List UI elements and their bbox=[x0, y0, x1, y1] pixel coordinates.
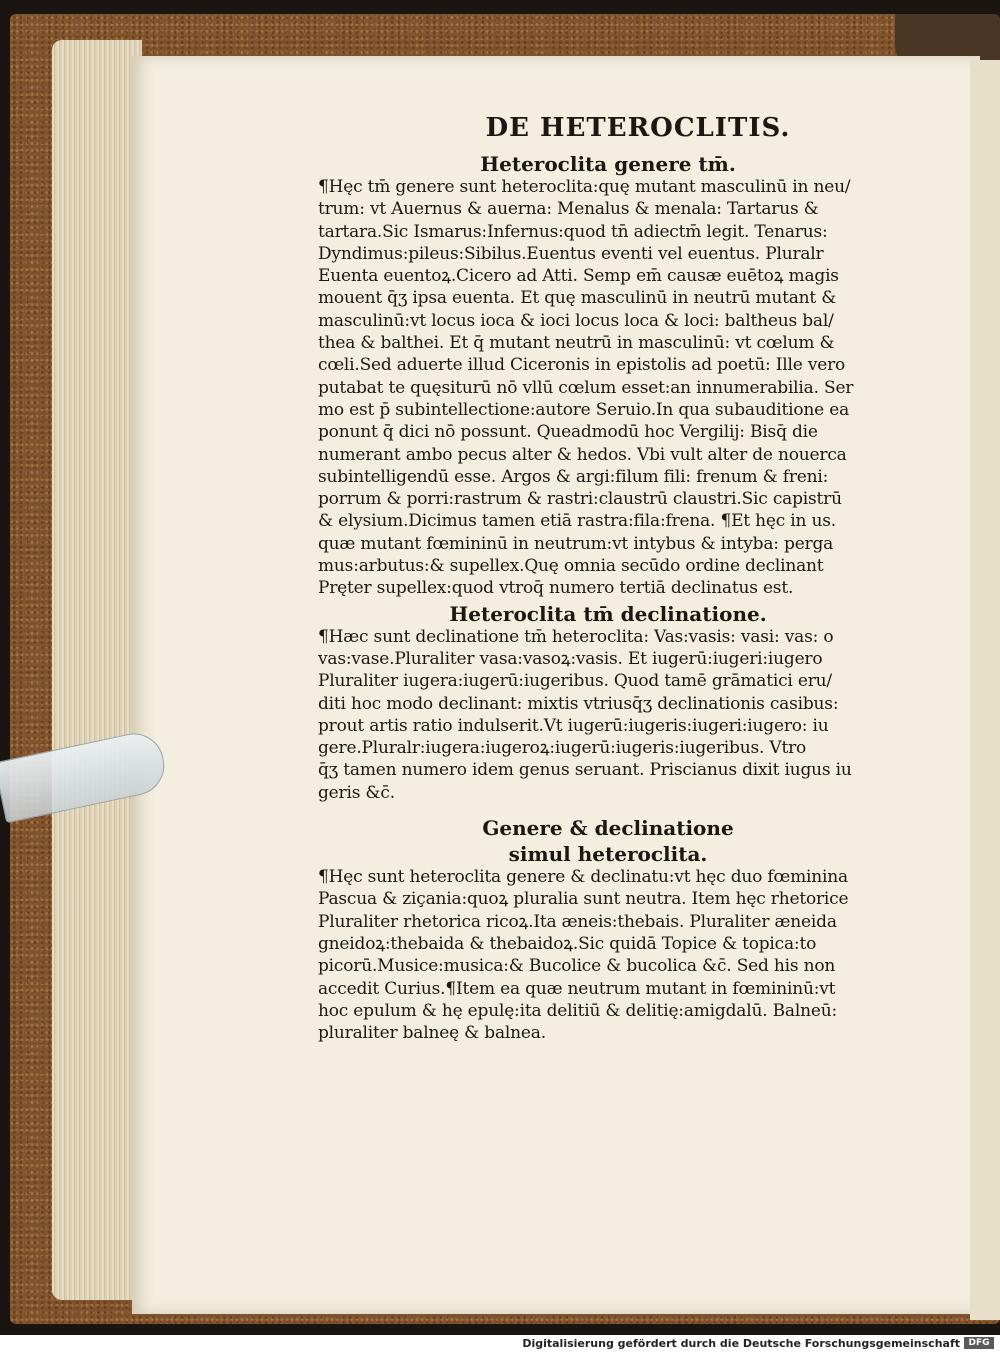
section-title: Genere & declinatione bbox=[482, 816, 734, 841]
text-line: prout artis ratio indulserit.Vt iugerū:iugeris:iugeri:iugero: iu bbox=[318, 715, 829, 736]
page-edges bbox=[52, 40, 142, 1300]
text-line: quæ mutant fœmininū in neutrum:vt intybus & intyba: perga bbox=[318, 533, 834, 554]
funding-credit: Digitalisierung gefördert durch die Deutsche Forschungsgemeinschaft bbox=[522, 1337, 960, 1350]
text-line: gneidoꝝ:thebaida & thebaidoꝝ.Sic quidā Topice & topica:to bbox=[318, 933, 817, 954]
text-line: ¶Hęc tm̄ genere sunt heteroclita:quę mutant masculinū in neu/ bbox=[318, 177, 851, 197]
text-line: masculinū:vt locus ioca & ioci locus loca & loci: baltheus bal/ bbox=[318, 310, 834, 331]
text-line: tartara.Sic Ismarus:Infernus:quod tn̄ adiectm̄ legit. Tenarus: bbox=[318, 221, 828, 242]
text-line: trum: vt Auernus & auerna: Menalus & menala: Tartarus & bbox=[318, 199, 819, 220]
text-line: mo est p̄ subintellectione:autore Seruio.In qua subauditione ea bbox=[318, 399, 850, 420]
text-line: ponunt q̄ dici nō possunt. Queadmodū hoc Vergilij: Bisq̄ die bbox=[318, 422, 818, 443]
page-heading: DE HETEROCLITIS. bbox=[485, 113, 791, 143]
text-line: geris &c̄. bbox=[318, 782, 395, 803]
page-text bbox=[318, 112, 898, 1044]
section-title: Heteroclita tm̄ declinatione. bbox=[449, 601, 767, 626]
text-line: Pluraliter rhetorica ricoꝝ.Ita æneis:thebais. Pluraliter æneida bbox=[318, 911, 837, 932]
text-line: gere.Pluralr:iugera:iugeroꝝ:iugerū:iugeris:iugeribus. Vtro bbox=[318, 738, 807, 759]
text-line: numerant ambo pecus alter & hedos. Vbi vult alter de nouerca bbox=[318, 444, 847, 465]
text-line: q̄ʒ tamen numero idem genus seruant. Priscianus dixit iugus iu bbox=[318, 760, 852, 781]
text-line: diti hoc modo declinant: mixtis vtriusq̄ʒ declinationis casibus: bbox=[318, 693, 839, 714]
section-title: Heteroclita genere tm̄. bbox=[480, 152, 736, 176]
text-line: thea & balthei. Et q̄ mutant neutrū in masculinū: vt cœlum & bbox=[318, 333, 835, 354]
footer-bar bbox=[0, 1335, 1000, 1352]
text-line: Pręter supellex:quod vtroq̄ numero tertiā declinatus est. bbox=[318, 578, 794, 599]
text-line: Pluraliter iugera:iugerū:iugeribus. Quod tamē grāmatici eru/ bbox=[318, 671, 832, 692]
text-line: mus:arbutus:& supellex.Quę omnia secūdo ordine declinant bbox=[318, 556, 824, 577]
text-line: putabat te quęsiturū nō vllū cœlum esset:an innumerabilia. Ser bbox=[318, 377, 854, 398]
text-line: pluraliter balneę & balnea. bbox=[318, 1023, 546, 1044]
text-line: ¶Hęc sunt heteroclita genere & declinatu:vt hęc duo fœminina bbox=[318, 867, 848, 888]
text-line: vas:vase.Pluraliter vasa:vasoꝝ:vasis. Et iugerū:iugeri:iugero bbox=[318, 648, 823, 669]
text-line: accedit Curius.¶Item ea quæ neutrum mutant in fœmininū:vt bbox=[318, 978, 836, 999]
text-line: cœli.Sed aduerte illud Ciceronis in epistolis ad poetū: Ille vero bbox=[318, 355, 846, 376]
text-line: Euenta euentoꝝ.Cicero ad Atti. Semp em̄ causæ euētoꝝ magis bbox=[318, 266, 839, 287]
facing-page-edge bbox=[970, 60, 1000, 1320]
text-line: picorū.Musice:musica:& Bucolice & bucolica &c̄. Sed his non bbox=[318, 956, 836, 977]
text-line: ¶Hæc sunt declinatione tm̄ heteroclita: Vas:vasis: vasi: vas: o bbox=[318, 626, 834, 647]
text-line: porrum & porri:rastrum & rastri:claustrū claustri.Sic capistrū bbox=[318, 489, 842, 510]
text-line: Pascua & ziçania:quoꝝ pluralia sunt neutra. Item hęc rhetorice bbox=[318, 889, 849, 910]
text-line: & elysium.Dicimus tamen etiā rastra:fila:frena. ¶Et hęc in us. bbox=[318, 511, 836, 532]
section-body bbox=[318, 626, 898, 804]
section-body bbox=[318, 176, 898, 600]
spacer bbox=[318, 804, 898, 814]
section-body bbox=[318, 866, 898, 1044]
text-line: Dyndimus:pileus:Sibilus.Euentus eventi vel euentus. Pluralr bbox=[318, 243, 824, 264]
text-line: hoc epulum & hę epulę:ita delitiū & delitię:amigdalū. Balneū: bbox=[318, 1000, 837, 1021]
text-line: subintelligendū esse. Argos & argi:filum fili: frenum & freni: bbox=[318, 466, 829, 487]
dfg-logo: DFG bbox=[964, 1337, 994, 1349]
section-title-line2: simul heteroclita. bbox=[508, 842, 708, 867]
text-line: mouent q̄ʒ ipsa euenta. Et quę masculinū in neutrū mutant & bbox=[318, 288, 837, 309]
